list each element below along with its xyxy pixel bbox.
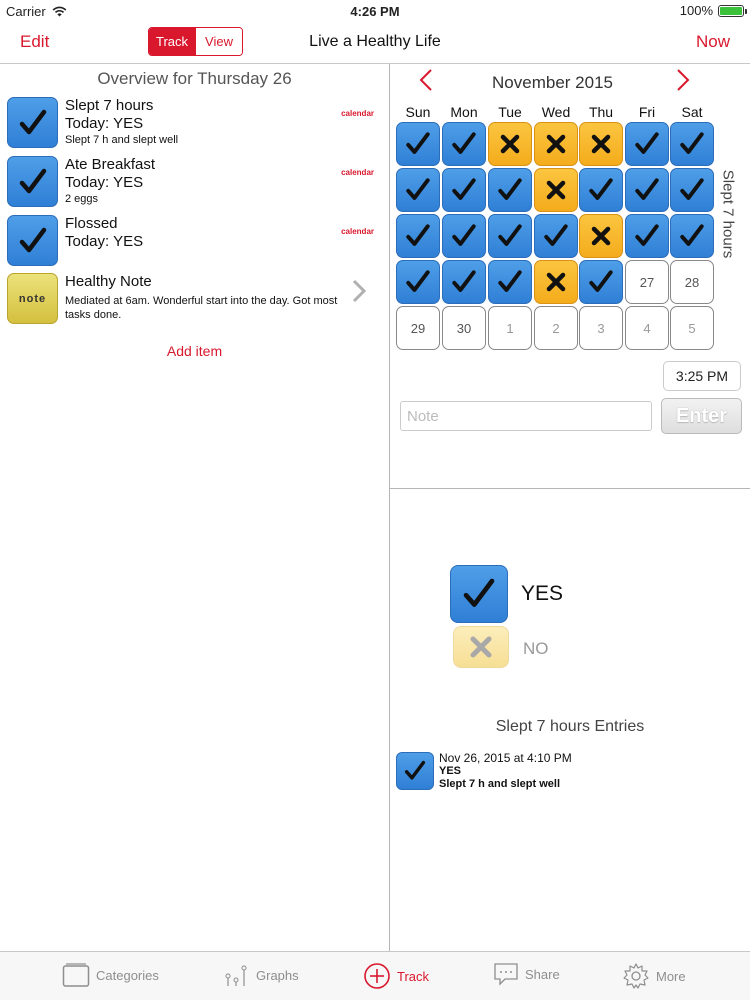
calendar-day-yes[interactable]: [625, 122, 669, 166]
checkmark-icon: [459, 574, 499, 614]
checkmark-icon: [449, 129, 479, 159]
checkmark-icon: [495, 267, 525, 297]
yes-label[interactable]: YES: [521, 582, 564, 605]
weekday-label: Thu: [588, 104, 614, 120]
tab-track[interactable]: [363, 962, 429, 990]
x-mark-icon: [545, 133, 567, 155]
calendar-month-title: November 2015: [492, 73, 613, 92]
checkmark-icon: [586, 175, 616, 205]
tab-graphs[interactable]: [224, 962, 299, 988]
checkmark-icon: [403, 129, 433, 159]
item-status: Today: YES: [65, 174, 144, 191]
time-button[interactable]: 3:25 PM: [663, 361, 741, 391]
battery-icon: [718, 5, 744, 17]
calendar-day-yes[interactable]: [396, 214, 440, 258]
calendar-day[interactable]: 3: [579, 306, 623, 350]
status-time: 4:26 PM: [350, 4, 400, 19]
status-bar: [0, 0, 750, 22]
calendar-day-no[interactable]: [534, 168, 578, 212]
calendar-day-yes[interactable]: [442, 214, 486, 258]
x-mark-icon: [545, 179, 567, 201]
chevron-right-icon: [676, 68, 690, 92]
track-view-segmented-control: [148, 27, 243, 56]
x-mark-icon: [590, 225, 612, 247]
section-divider: [390, 488, 750, 489]
calendar-day-no[interactable]: [488, 122, 532, 166]
calendar-day[interactable]: 27: [625, 260, 669, 304]
gear-icon: [622, 962, 650, 990]
tab-bar: [0, 951, 750, 1000]
segment-view[interactable]: View: [195, 28, 242, 55]
tab-categories[interactable]: [62, 962, 159, 988]
entries-title: Slept 7 hours Entries: [495, 718, 645, 735]
item-status: Today: YES: [65, 115, 144, 132]
calendar-day[interactable]: 29: [396, 306, 440, 350]
checkmark-icon: [495, 221, 525, 251]
calendar-item-label: [708, 159, 748, 269]
calendar-link[interactable]: calendar: [341, 168, 374, 177]
list-item-healthy-note[interactable]: [7, 273, 382, 329]
calendar-day-no[interactable]: [579, 122, 623, 166]
list-item-breakfast[interactable]: [7, 156, 382, 210]
calendar-item-label-text: Slept 7 hours: [719, 169, 737, 259]
list-item-flossed[interactable]: [7, 215, 382, 269]
calendar-day-yes[interactable]: [396, 168, 440, 212]
calendar-day-yes[interactable]: [534, 214, 578, 258]
tab-label: Track: [397, 968, 430, 984]
list-item-slept[interactable]: [7, 97, 382, 151]
weekday-label: Sat: [681, 104, 703, 120]
calendar-day-yes[interactable]: [442, 260, 486, 304]
calendar-day[interactable]: 4: [625, 306, 669, 350]
next-month-button[interactable]: [676, 68, 690, 99]
item-status: Today: YES: [65, 233, 144, 250]
enter-button[interactable]: Enter: [661, 398, 742, 434]
calendar-day-yes[interactable]: [488, 260, 532, 304]
no-button[interactable]: [453, 626, 509, 668]
calendar-link[interactable]: calendar: [341, 109, 374, 118]
calendar-day-no[interactable]: [534, 260, 578, 304]
add-item-button[interactable]: Add item: [166, 343, 223, 359]
checkmark-icon: [541, 221, 571, 251]
overview-pane: [0, 64, 389, 951]
checkmark-icon: [495, 175, 525, 205]
item-name: Ate Breakfast: [65, 156, 156, 173]
checkmark-icon: [7, 156, 58, 207]
checkmark-icon: [677, 175, 707, 205]
note-icon: note: [7, 273, 58, 324]
no-label[interactable]: NO: [523, 639, 549, 658]
tab-label: Share: [525, 966, 560, 982]
categories-icon: [62, 962, 90, 988]
tab-more[interactable]: [622, 962, 686, 990]
navigation-bar: [0, 22, 750, 64]
calendar-day-yes[interactable]: [625, 168, 669, 212]
weekday-label: Fri: [638, 104, 656, 120]
detail-pane: [390, 64, 750, 951]
now-button[interactable]: Now: [695, 32, 730, 51]
calendar-day[interactable]: 2: [534, 306, 578, 350]
checkmark-icon: [632, 175, 662, 205]
edit-button[interactable]: Edit: [20, 32, 50, 51]
checkmark-icon: [7, 97, 58, 148]
entry-date: Nov 26, 2015 at 4:10 PM: [439, 751, 572, 765]
checkmark-icon: [403, 175, 433, 205]
calendar-day-yes[interactable]: [579, 260, 623, 304]
x-mark-icon: [590, 133, 612, 155]
battery-percent: 100%: [679, 3, 713, 18]
item-detail: 2 eggs: [65, 193, 99, 205]
checkmark-icon: [449, 221, 479, 251]
calendar-day-yes[interactable]: [396, 122, 440, 166]
calendar-day[interactable]: 1: [488, 306, 532, 350]
chevron-right-icon: [352, 279, 366, 310]
calendar-day-yes[interactable]: [579, 168, 623, 212]
calendar-day-no[interactable]: [579, 214, 623, 258]
segment-track[interactable]: Track: [149, 28, 195, 55]
plus-circle-icon: [363, 962, 391, 990]
checkmark-icon: [449, 175, 479, 205]
x-mark-icon: [545, 271, 567, 293]
checkmark-icon: [677, 129, 707, 159]
graphs-icon: [224, 962, 250, 988]
note-input[interactable]: [400, 401, 652, 431]
calendar-day[interactable]: 28: [670, 260, 714, 304]
weekday-label: Mon: [450, 104, 478, 120]
weekday-label: Tue: [498, 104, 522, 120]
item-name: Slept 7 hours: [65, 97, 154, 114]
x-mark-icon: [468, 634, 494, 660]
calendar-day-yes[interactable]: [442, 168, 486, 212]
tab-label: More: [656, 968, 686, 984]
tab-share[interactable]: [493, 962, 560, 986]
item-name: Healthy Note: [65, 273, 152, 290]
tab-label: Categories: [96, 967, 159, 983]
weekday-label: Wed: [541, 104, 571, 120]
item-detail: Slept 7 h and slept well: [65, 134, 179, 146]
calendar-link[interactable]: calendar: [341, 227, 374, 236]
entry-detail: Slept 7 h and slept well: [439, 778, 561, 790]
calendar-day-yes[interactable]: [396, 260, 440, 304]
checkmark-icon: [677, 221, 707, 251]
previous-month-button[interactable]: [419, 68, 433, 99]
checkmark-icon: [396, 752, 434, 790]
checkmark-icon: [403, 221, 433, 251]
calendar-day-yes[interactable]: [625, 214, 669, 258]
chevron-left-icon: [419, 68, 433, 92]
calendar-day[interactable]: 30: [442, 306, 486, 350]
tab-label: Graphs: [256, 967, 299, 983]
share-icon: [493, 962, 519, 986]
note-text: Mediated at 6am. Wonderful start into the day. Got most tasks done.: [65, 295, 338, 321]
overview-title: Overview for Thursday 26: [97, 69, 292, 88]
page-title: Live a Healthy Life: [309, 33, 441, 50]
item-name: Flossed: [65, 215, 118, 232]
checkmark-icon: [586, 267, 616, 297]
calendar-day-no[interactable]: [534, 122, 578, 166]
x-mark-icon: [499, 133, 521, 155]
calendar-day-yes[interactable]: [442, 122, 486, 166]
calendar-day[interactable]: 5: [670, 306, 714, 350]
entry-status: YES: [439, 765, 462, 777]
carrier-label: Carrier: [6, 4, 46, 19]
checkmark-icon: [449, 267, 479, 297]
weekday-label: Sun: [405, 104, 431, 120]
checkmark-icon: [632, 221, 662, 251]
checkmark-icon: [403, 267, 433, 297]
checkmark-icon: [632, 129, 662, 159]
yes-button[interactable]: [450, 565, 508, 623]
calendar-day-yes[interactable]: [488, 168, 532, 212]
calendar-day-yes[interactable]: [488, 214, 532, 258]
checkmark-icon: [7, 215, 58, 266]
